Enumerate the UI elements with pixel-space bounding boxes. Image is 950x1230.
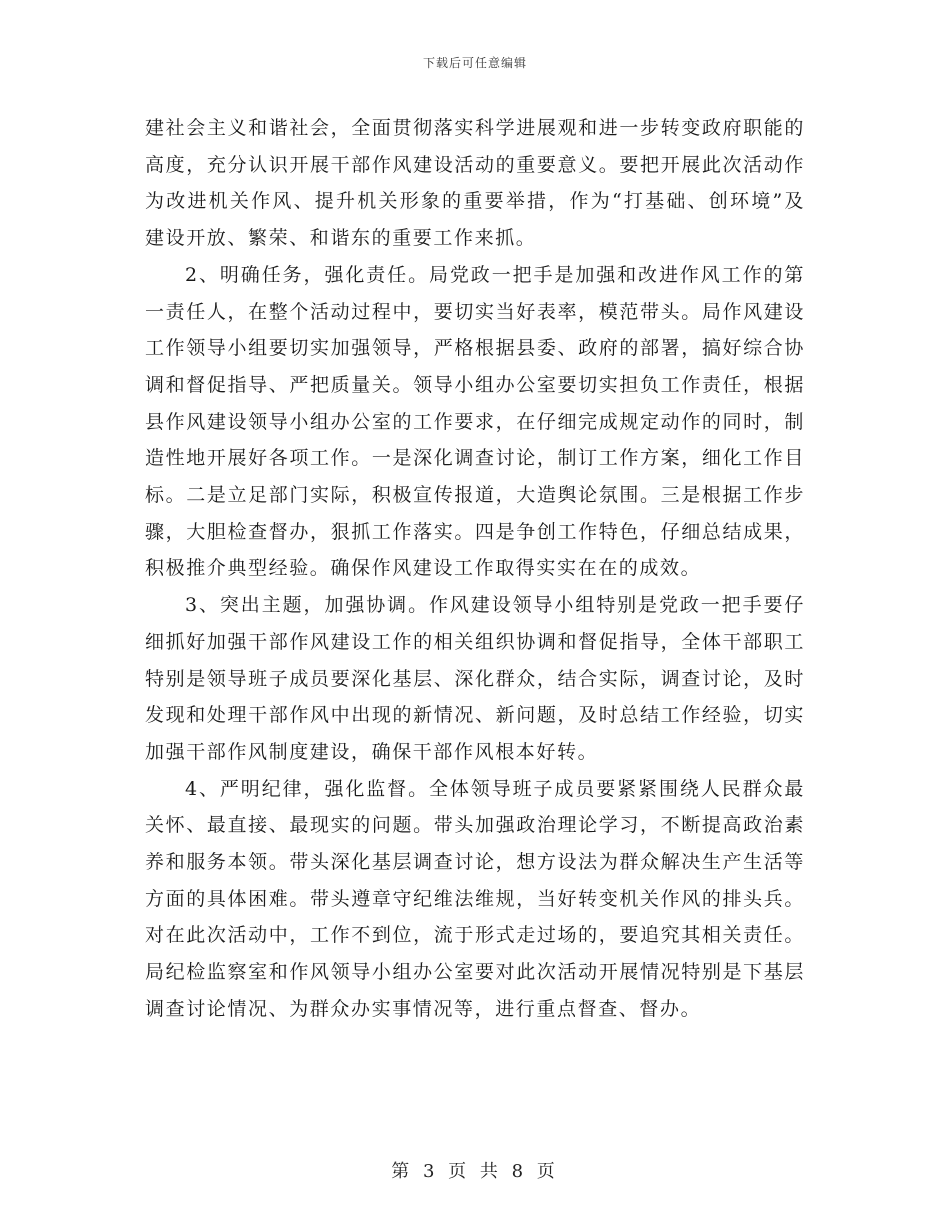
page-number-footer: 第 3 页 共 8 页 [391,1161,559,1182]
paragraph-item-3: 3、突出主题，加强协调。作风建设领导小组特别是党政一把手要仔细抓好加强干部作风建设工作的相关组织协调和督促指导，全体干部职工特别是领导班子成员要深化基层、深化群众，结合实际，调查讨论，及时发现和处理干部作风中出现的新情况、新问题，及时总结工作经验，切实加强干部作风制度建设，确保干部作风根本好转。 [145,594,805,763]
paragraph-item-2: 2、明确任务，强化责任。局党政一把手是加强和改进作风工作的第一责任人，在整个活动过程中，要切实当好表率，模范带头。局作风建设工作领导小组要切实加强领导，严格根据县委、政府的部署，搞好综合协调和督促指导、严把质量关。领导小组办公室要切实担负工作责任，根据县作风建设领导小组办公室的工作要求，在仔细完成规定动作的同时，制造性地开展好各项工作。一是深化调查讨论，制订工作方案，细化工作目标。二是立足部门实际，积极宣传报道，大造舆论氛围。三是根据工作步骤，大胆检查督办，狠抓工作落实。四是争创工作特色，仔细总结成果，积极推介典型经验。确保作风建设工作取得实实在在的成效。 [145,263,805,580]
page-header: 下载后可任意编辑 [422,56,527,70]
paragraph-continuation: 建社会主义和谐社会，全面贯彻落实科学进展观和进一步转变政府职能的高度，充分认识开展干部作风建设活动的重要意义。要把开展此次活动作为改进机关作风、提升机关形象的重要举措，作为“打基础、创环境”及建设开放、繁荣、和谐东的重要工作来抓。 [145,117,805,250]
paragraph-item-4: 4、严明纪律，强化监督。全体领导班子成员要紧紧围绕人民群众最关怀、最直接、最现实的问题。带头加强政治理论学习，不断提高政治素养和服务本领。带头深化基层调查讨论，想方设法为群众解决生产生活等方面的具体困难。带头遵章守纪维法维规，当好转变机关作风的排头兵。对在此次活动中，工作不到位，流于形式走过场的，要追究其相关责任。局纪检监察室和作风领导小组办公室要对此次活动开展情况特别是下基层调查讨论情况、为群众办实事情况等，进行重点督查、督办。 [145,777,805,1020]
document-body [145,110,805,1028]
